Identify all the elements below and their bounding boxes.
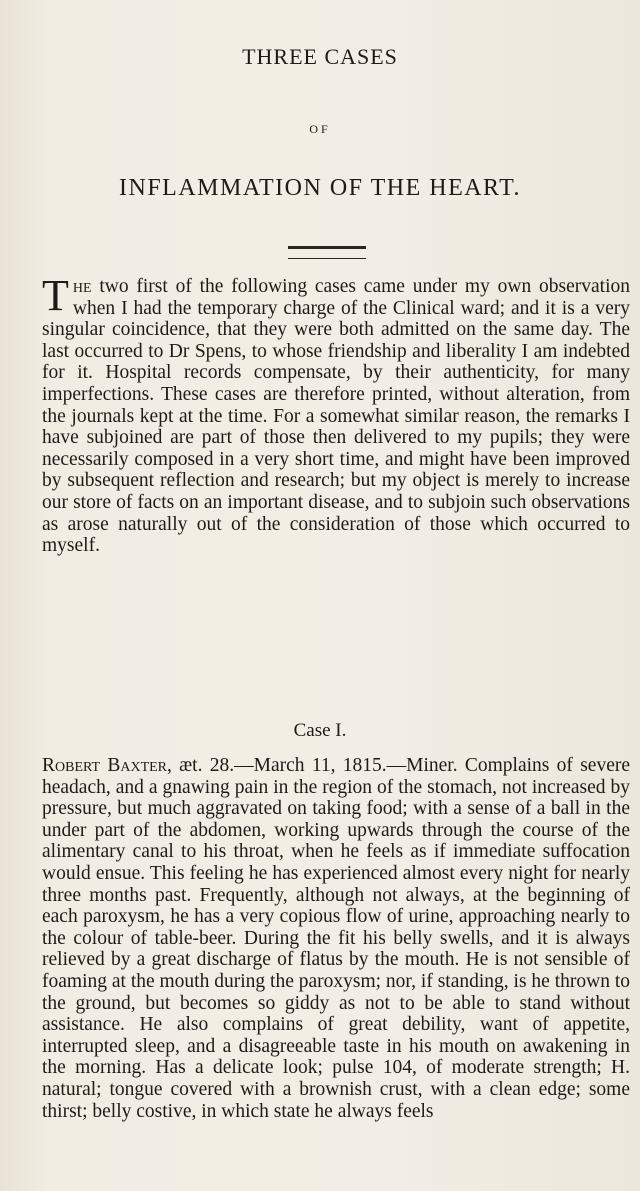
page-subtitle: INFLAMMATION OF THE HEART. xyxy=(119,175,521,201)
drop-cap: T xyxy=(42,271,69,320)
intro-text: two first of the following cases came under my own observation when I had the temporary charge of the Clinical ward; and it is a very singular coincidence, that they were both admitted on the same day. The last occurred to Dr Spens, to whose friendship and liberality I am indebted for it. Hospital records compensate, by their authenticity, for many imperfections. These cases are therefore printed, without alteration, from the journals kept at the time. For a somewhat similar reason, the remarks I have subjoined are part of those then delivered to my pupils; they were necessarily composed in a very short time, and might have been improved by subsequent reflection and research; but my object is merely to increase our store of facts on an important disease, and to subjoin such observations as arose naturally out of the consideration of those which occurred to myself. xyxy=(42,276,630,557)
case-paragraph xyxy=(42,755,630,1122)
page-title: THREE CASES xyxy=(242,44,398,69)
case-heading: Case I. xyxy=(293,720,347,741)
case-text: æt. 28.—March 11, 1815.—Miner. Complains of severe headach, and a gnawing pain in the region of the stomach, not increased by pressure, but much aggravated on taking food; with a sense of a ball in the under part of the abdomen, working upwards through the course of the alimentary canal to his throat, when he feels as if immediate suffocation would ensue. This feeling he has experienced almost every night for nearly three months past. Frequently, although not always, at the beginning of each paroxysm, he has a very copious flow of urine, approaching nearly to the colour of table-beer. During the fit his belly swells, and it is always relieved by a great discharge of flatus by the mouth. He is not sensible of foaming at the mouth during the paroxysm; nor, if standing, is he thrown to the ground, but becomes so giddy as not to be able to stand without assistance. He also complains of great debility, want of appetite, interrupted sleep, and a disagreeable taste in his mouth on awakening in the morning. Has a delicate look; pulse 104, of moderate strength; H. natural; tongue covered with a brownish crust, with a clean edge; some thirst; belly costive, in which state he always feels xyxy=(42,755,630,1122)
intro-paragraph xyxy=(42,271,630,557)
intro-lead: he xyxy=(72,276,92,297)
decorative-rule xyxy=(288,246,366,259)
title-connector: OF xyxy=(309,122,331,136)
patient-name: Robert Baxter, xyxy=(42,755,172,776)
